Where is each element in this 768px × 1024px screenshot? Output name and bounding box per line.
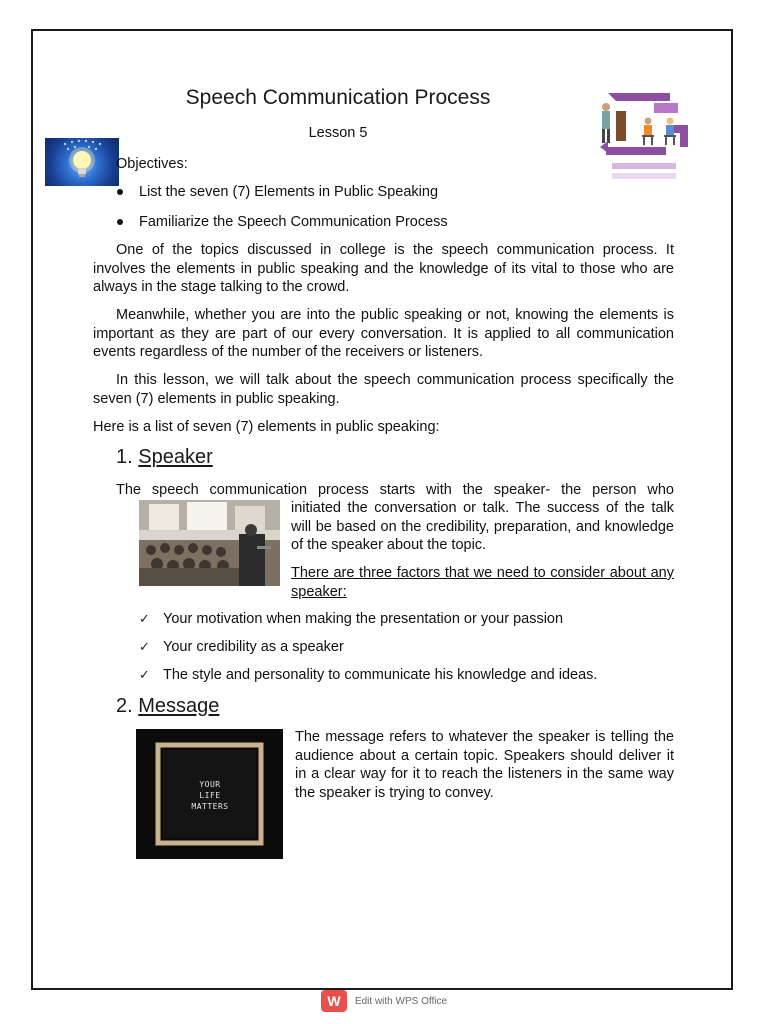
objective-item [117, 213, 448, 232]
page-title: Speech Communication Process [185, 86, 491, 109]
board-line: LIFE [199, 791, 221, 800]
wps-footer[interactable] [0, 988, 768, 1014]
wps-edit-link[interactable]: Edit with WPS Office [354, 995, 448, 1007]
section-number: 2. [116, 695, 133, 717]
check-icon: ✓ [139, 611, 150, 626]
wps-logo-icon[interactable]: W [321, 990, 347, 1012]
message-body: The message refers to whatever the speaker is telling the audience about a certain topic. Speakers should deliver it in a clear way for it to reach the listeners in the same way the speaker is trying to convey. [295, 729, 674, 801]
objectives-label: Objectives: [116, 156, 188, 172]
objective-text: Familiarize the Speech Communication Process [139, 214, 448, 230]
factor-item [139, 638, 344, 657]
lightbulb-image [45, 138, 119, 186]
intro-paragraph-4: Here is a list of seven (7) elements in public speaking: [93, 419, 440, 435]
factor-text: The style and personality to communicate his knowledge and ideas. [163, 667, 598, 683]
speaker-first-line: The speech communication process starts with the speaker- the person who [116, 482, 674, 498]
factor-item [139, 610, 563, 629]
section-heading-message [116, 695, 219, 718]
bullet-icon [117, 219, 123, 225]
section-title: Speaker [138, 446, 213, 468]
check-icon: ✓ [139, 667, 150, 682]
board-line: YOUR [199, 780, 221, 789]
factor-item [139, 666, 597, 685]
check-icon: ✓ [139, 639, 150, 654]
lesson-subtitle: Lesson 5 [308, 125, 368, 141]
speaker-body: initiated the conversation or talk. The success of the talk will be based on the credibility, preparation, and knowledge of the speaker about the topic. [291, 500, 674, 553]
objective-item [117, 183, 438, 202]
intro-paragraph-1: One of the topics discussed in college is the speech communication process. It involves the elements in public speaking and the knowledge of its vital to those who are always in the stage talking to the crowd. [93, 242, 674, 295]
letter-board-image [136, 729, 283, 859]
speaker-audience-image [139, 500, 280, 586]
communication-diagram-image [592, 85, 692, 189]
letter-board-text [190, 779, 230, 812]
intro-paragraph-2: Meanwhile, whether you are into the public speaking or not, knowing the elements is important as they are part of our every conversation. It is applied to all communication events regardless of the number of the receivers or listeners. [93, 307, 674, 360]
objective-text: List the seven (7) Elements in Public Speaking [139, 184, 439, 200]
section-heading-speaker [116, 446, 213, 469]
factor-text: Your motivation when making the presentation or your passion [163, 611, 564, 627]
factor-text: Your credibility as a speaker [163, 639, 344, 655]
bullet-icon [117, 189, 123, 195]
section-number: 1. [116, 446, 133, 468]
board-line: MATTERS [191, 802, 229, 811]
speaker-factors-heading: There are three factors that we need to consider about any speaker: [291, 565, 674, 600]
section-title: Message [138, 695, 220, 717]
intro-paragraph-3: In this lesson, we will talk about the speech communication process specifically the seven (7) elements in public speaking. [93, 372, 674, 407]
